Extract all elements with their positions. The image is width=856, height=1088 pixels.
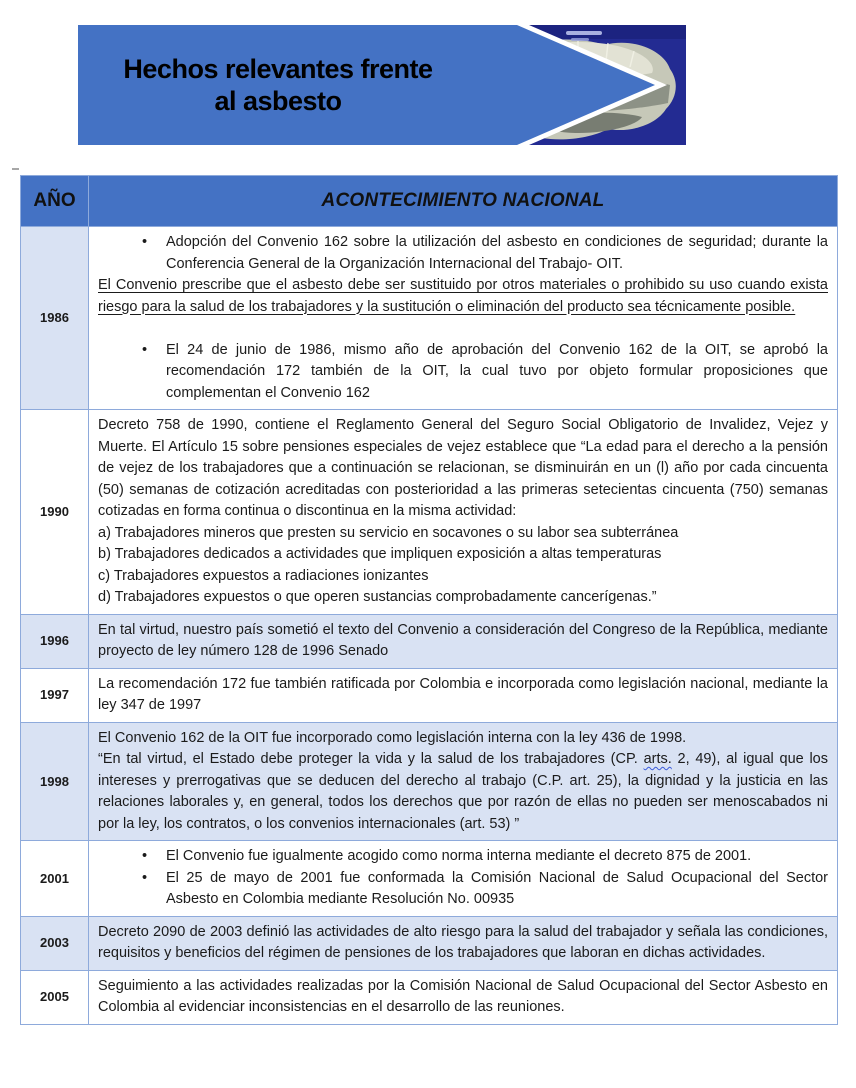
text-paragraph: El Convenio 162 de la OIT fue incorporado como legislación interna con la ley 436 de 1998. [98,729,687,746]
bullet-item [98,868,828,911]
table-row [21,227,838,410]
text-paragraph: El Convenio prescribe que el asbesto debe ser sustituido por otros materiales o prohibido su uso cuando exista riesgo para la salud de los trabajadores y la sustitución o eliminación del producto sea técnicamente posible. [98,277,828,315]
event-cell [89,916,838,970]
event-cell [89,614,838,668]
table-row [21,410,838,615]
event-cell [89,410,838,615]
page-title-line1: Hechos relevantes frente [123,54,433,84]
bullet-icon: • [142,341,148,358]
title-banner [78,25,686,145]
table-row [21,614,838,668]
year-cell: 1998 [21,722,89,841]
text-paragraph: b) Trabajadores dedicados a actividades que impliquen exposición a altas temperaturas [98,546,662,562]
table-header-row [21,176,838,227]
year-cell: 2005 [21,970,89,1024]
stray-mark [12,168,19,170]
text-run: “En tal virtud, el Estado debe proteger la vida y la salud de los trabajadores (CP. [98,751,644,767]
column-header-event: ACONTECIMIENTO NACIONAL [89,176,838,227]
text-paragraph: La recomendación 172 fue también ratificada por Colombia e incorporada como legislación nacional, mediante la ley 347 de 1997 [98,675,828,713]
table-row [21,668,838,722]
page-title [78,25,478,145]
year-cell: 2003 [21,916,89,970]
text-paragraph: a) Trabajadores mineros que presten su servicio en socavones o su labor sea subterránea [98,524,679,541]
bullet-icon: • [142,848,148,864]
timeline-table [20,175,838,1025]
text-paragraph: c) Trabajadores expuestos a radiaciones ionizantes [98,567,429,584]
bullet-icon: • [142,869,148,886]
year-cell: 1997 [21,668,89,722]
year-cell: 2001 [21,841,89,917]
bullet-text: El 25 de mayo de 2001 fue conformada la Comisión Nacional de Salud Ocupacional del Sector Asbesto en Colombia mediante Resolución No. 00935 [166,869,828,907]
year-cell: 1996 [21,614,89,668]
text-paragraph: Decreto 2090 de 2003 definió las actividades de alto riesgo para la salud del trabajador y señala las condiciones, requisitos y beneficios del régimen de pensiones de los trabajadores que laboran en dichas actividades. [98,923,828,961]
bullet-item [98,846,828,868]
text-paragraph: Decreto 758 de 1990, contiene el Reglamento General del Seguro Social Obligatorio de Invalidez, Vejez y Muerte. El Artículo 15 sobre pensiones especiales de vejez establece que “La edad para el derecho a la pensión de vejez de los trabajadores que a continuación se relacionan, se disminuirán en un (l) año por cada cincuenta (50) semanas de cotización acreditadas con posterioridad a las primeras setecientas cincuenta (750) semanas cotizadas en forma continua o discontinua en la misma actividad: [98,417,828,519]
text-paragraph: Seguimiento a las actividades realizadas por la Comisión Nacional de Salud Ocupacional del Sector Asbesto en Colombia al evidenciar inconsistencias en el desarrollo de las reuniones. [98,977,828,1015]
page-title-line2: al asbesto [214,86,342,116]
bullet-item [98,340,828,405]
event-cell [89,970,838,1024]
event-cell [89,668,838,722]
year-cell: 1986 [21,227,89,410]
text-run: 2, 49), al igual que los intereses y prerrogativas que se deducen del derecho al trabajo (C.P. art. 25), la dignidad y la justicia en las relaciones laborales y, en general, todos los derechos que por razón de ellas no pueden ser menoscabados ni por la ley, los contratos, o los convenios internacionales (art. 53) ” [98,751,828,832]
column-header-year: AÑO [21,176,89,227]
text-paragraph [98,749,828,835]
bullet-item [98,232,828,275]
bullet-text: El Convenio fue igualmente acogido como norma interna mediante el decreto 875 de 2001. [166,848,752,864]
event-cell [89,227,838,410]
text-paragraph: d) Trabajadores expuestos o que operen sustancias comprobadamente cancerígenas.” [98,589,657,605]
bullet-text: El 24 de junio de 1986, mismo año de aprobación del Convenio 162 de la OIT, se aprobó la recomendación 172 también de la OIT, la cual tuvo por objeto formular proposiciones que complementan el Convenio 162 [166,341,828,401]
event-cell [89,722,838,841]
table-row [21,841,838,917]
bullet-icon: • [142,234,148,250]
line-spacer [98,318,828,340]
table-row [21,722,838,841]
misspelled-word: arts. [643,751,672,767]
event-cell [89,841,838,917]
table-row [21,916,838,970]
table-row [21,970,838,1024]
text-paragraph: En tal virtud, nuestro país sometió el texto del Convenio a consideración del Congreso de la República, mediante proyecto de ley número 128 de 1996 Senado [98,621,828,659]
year-cell: 1990 [21,410,89,615]
bullet-text: Adopción del Convenio 162 sobre la utilización del asbesto en condiciones de seguridad; durante la Conferencia General de la Organización Internacional del Trabajo- OIT. [166,234,828,272]
